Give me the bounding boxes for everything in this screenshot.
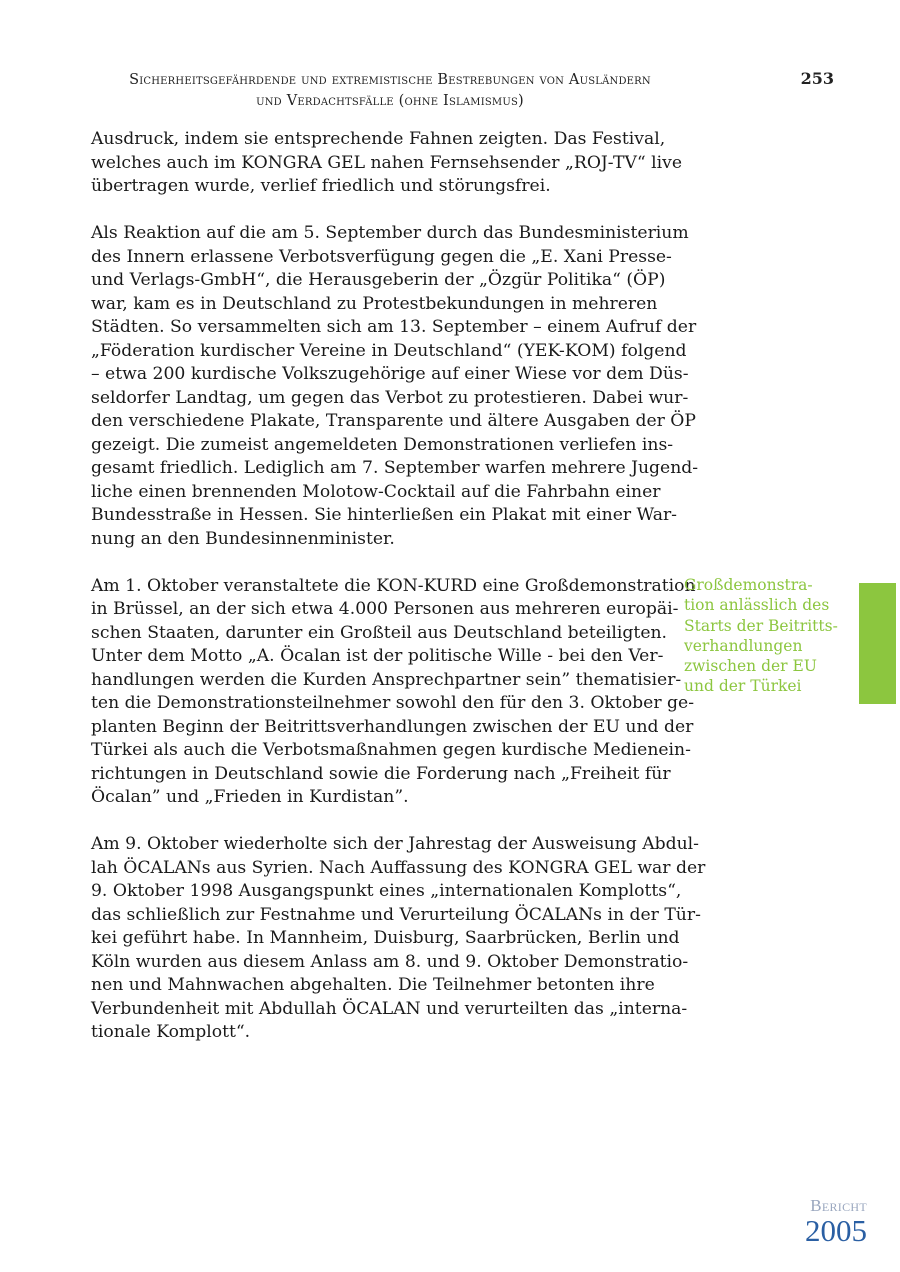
text-line: seldorfer Landtag, um gegen das Verbot zu protestieren. Dabei wur- bbox=[91, 387, 689, 408]
paragraph bbox=[91, 128, 683, 199]
text-line: lah ÖCALANs aus Syrien. Nach Auffassung des KONGRA GEL war der bbox=[91, 857, 706, 878]
text-line: planten Beginn der Beitrittsverhandlungen zwischen der EU und der bbox=[91, 716, 694, 737]
brand-word: Bericht bbox=[810, 1196, 867, 1215]
margin-note-line: Starts der Beitritts- bbox=[684, 616, 838, 635]
page-number: 253 bbox=[800, 69, 834, 88]
text-line: Als Reaktion auf die am 5. September durch das Bundesministerium bbox=[91, 223, 689, 243]
text-line: – etwa 200 kurdische Volkszugehörige auf einer Wiese vor dem Düs- bbox=[91, 364, 689, 384]
body-text bbox=[91, 128, 706, 1068]
margin-note bbox=[684, 575, 844, 697]
margin-note-line: verhandlungen bbox=[684, 636, 803, 655]
text-line: Köln wurden aus diesem Anlass am 8. und 9. Oktober Demonstratio- bbox=[91, 951, 689, 972]
text-line: gezeigt. Die zumeist angemeldeten Demonstrationen verliefen ins- bbox=[91, 434, 674, 455]
text-line: des Innern erlassene Verbotsverfügung gegen die „E. Xani Presse- bbox=[91, 246, 672, 267]
text-line: Verbundenheit mit Abdullah ÖCALAN und verurteilten das „interna- bbox=[91, 998, 688, 1019]
report-brand-logo bbox=[795, 1196, 867, 1248]
margin-note-line: zwischen der EU bbox=[684, 657, 817, 676]
text-line: schen Staaten, darunter ein Großteil aus Deutschland beteiligten. bbox=[91, 622, 668, 643]
brand-year: 2005 bbox=[805, 1213, 867, 1248]
text-line: Am 9. Oktober wiederholte sich der Jahrestag der Ausweisung Abdul- bbox=[91, 834, 699, 854]
text-line: Türkei als auch die Verbotsmaßnahmen gegen kurdische Medienein- bbox=[91, 740, 691, 760]
paragraph bbox=[91, 833, 706, 1045]
text-line: Bundesstraße in Hessen. Sie hinterließen ein Plakat mit einer War- bbox=[91, 505, 677, 525]
margin-note-line: und der Türkei bbox=[684, 677, 802, 696]
text-line: und Verlags-GmbH“, die Herausgeberin der „Özgür Politika“ (ÖP) bbox=[91, 270, 666, 290]
text-line: Öcalan” und „Frieden in Kurdistan”. bbox=[91, 787, 409, 807]
running-header bbox=[90, 70, 690, 112]
margin-note-line: Großdemonstra- bbox=[684, 576, 813, 594]
text-line: ten die Demonstrationsteilnehmer sowohl den für den 3. Oktober ge- bbox=[91, 693, 695, 713]
text-line: nung an den Bundesinnenminister. bbox=[91, 528, 395, 549]
text-line: Städten. So versammelten sich am 13. September – einem Aufruf der bbox=[91, 317, 697, 337]
text-line: den verschiedene Plakate, Transparente und ältere Ausgaben der ÖP bbox=[91, 411, 696, 431]
text-line: das schließlich zur Festnahme und Verurteilung ÖCALANs in der Tür- bbox=[91, 904, 701, 925]
text-line: tionale Komplott“. bbox=[91, 1022, 251, 1042]
text-line: in Brüssel, an der sich etwa 4.000 Personen aus mehreren europäi- bbox=[91, 599, 679, 619]
text-line: Unter dem Motto „A. Öcalan ist der politische Wille - bei den Ver- bbox=[91, 646, 664, 666]
paragraph bbox=[91, 575, 696, 810]
paragraph bbox=[91, 222, 699, 551]
text-line: übertragen wurde, verlief friedlich und störungsfrei. bbox=[91, 176, 551, 196]
text-line: kei geführt habe. In Mannheim, Duisburg, Saarbrücken, Berlin und bbox=[91, 928, 680, 948]
text-line: gesamt friedlich. Lediglich am 7. September warfen mehrere Jugend- bbox=[91, 458, 699, 478]
text-line: richtungen in Deutschland sowie die Forderung nach „Freiheit für bbox=[91, 763, 671, 784]
margin-note-line: tion anlässlich des bbox=[684, 596, 830, 615]
running-title-line-2: und Verdachtsfälle (ohne Islamismus) bbox=[256, 93, 524, 109]
text-line: nen und Mahnwachen abgehalten. Die Teilnehmer betonten ihre bbox=[91, 975, 655, 995]
text-line: liche einen brennenden Molotow-Cocktail auf die Fahrbahn einer bbox=[91, 481, 661, 502]
section-marker-bar bbox=[859, 583, 896, 704]
text-line: „Föderation kurdischer Vereine in Deutschland“ (YEK-KOM) folgend bbox=[91, 340, 687, 361]
text-line: handlungen werden die Kurden Ansprechpartner sein” thematisier- bbox=[91, 669, 682, 690]
text-line: Ausdruck, indem sie entsprechende Fahnen zeigten. Das Festival, bbox=[91, 129, 666, 149]
running-title-line-1: Sicherheitsgefährdende und extremistische Bestrebungen von Ausländern bbox=[129, 72, 651, 88]
text-line: Am 1. Oktober veranstaltete die KON-KURD eine Großdemonstration bbox=[91, 575, 696, 596]
text-line: war, kam es in Deutschland zu Protestbekundungen in mehreren bbox=[91, 293, 658, 314]
text-line: 9. Oktober 1998 Ausgangspunkt eines „internationalen Komplotts“, bbox=[91, 881, 682, 901]
text-line: welches auch im KONGRA GEL nahen Fernsehsender „ROJ-TV“ live bbox=[91, 152, 683, 173]
